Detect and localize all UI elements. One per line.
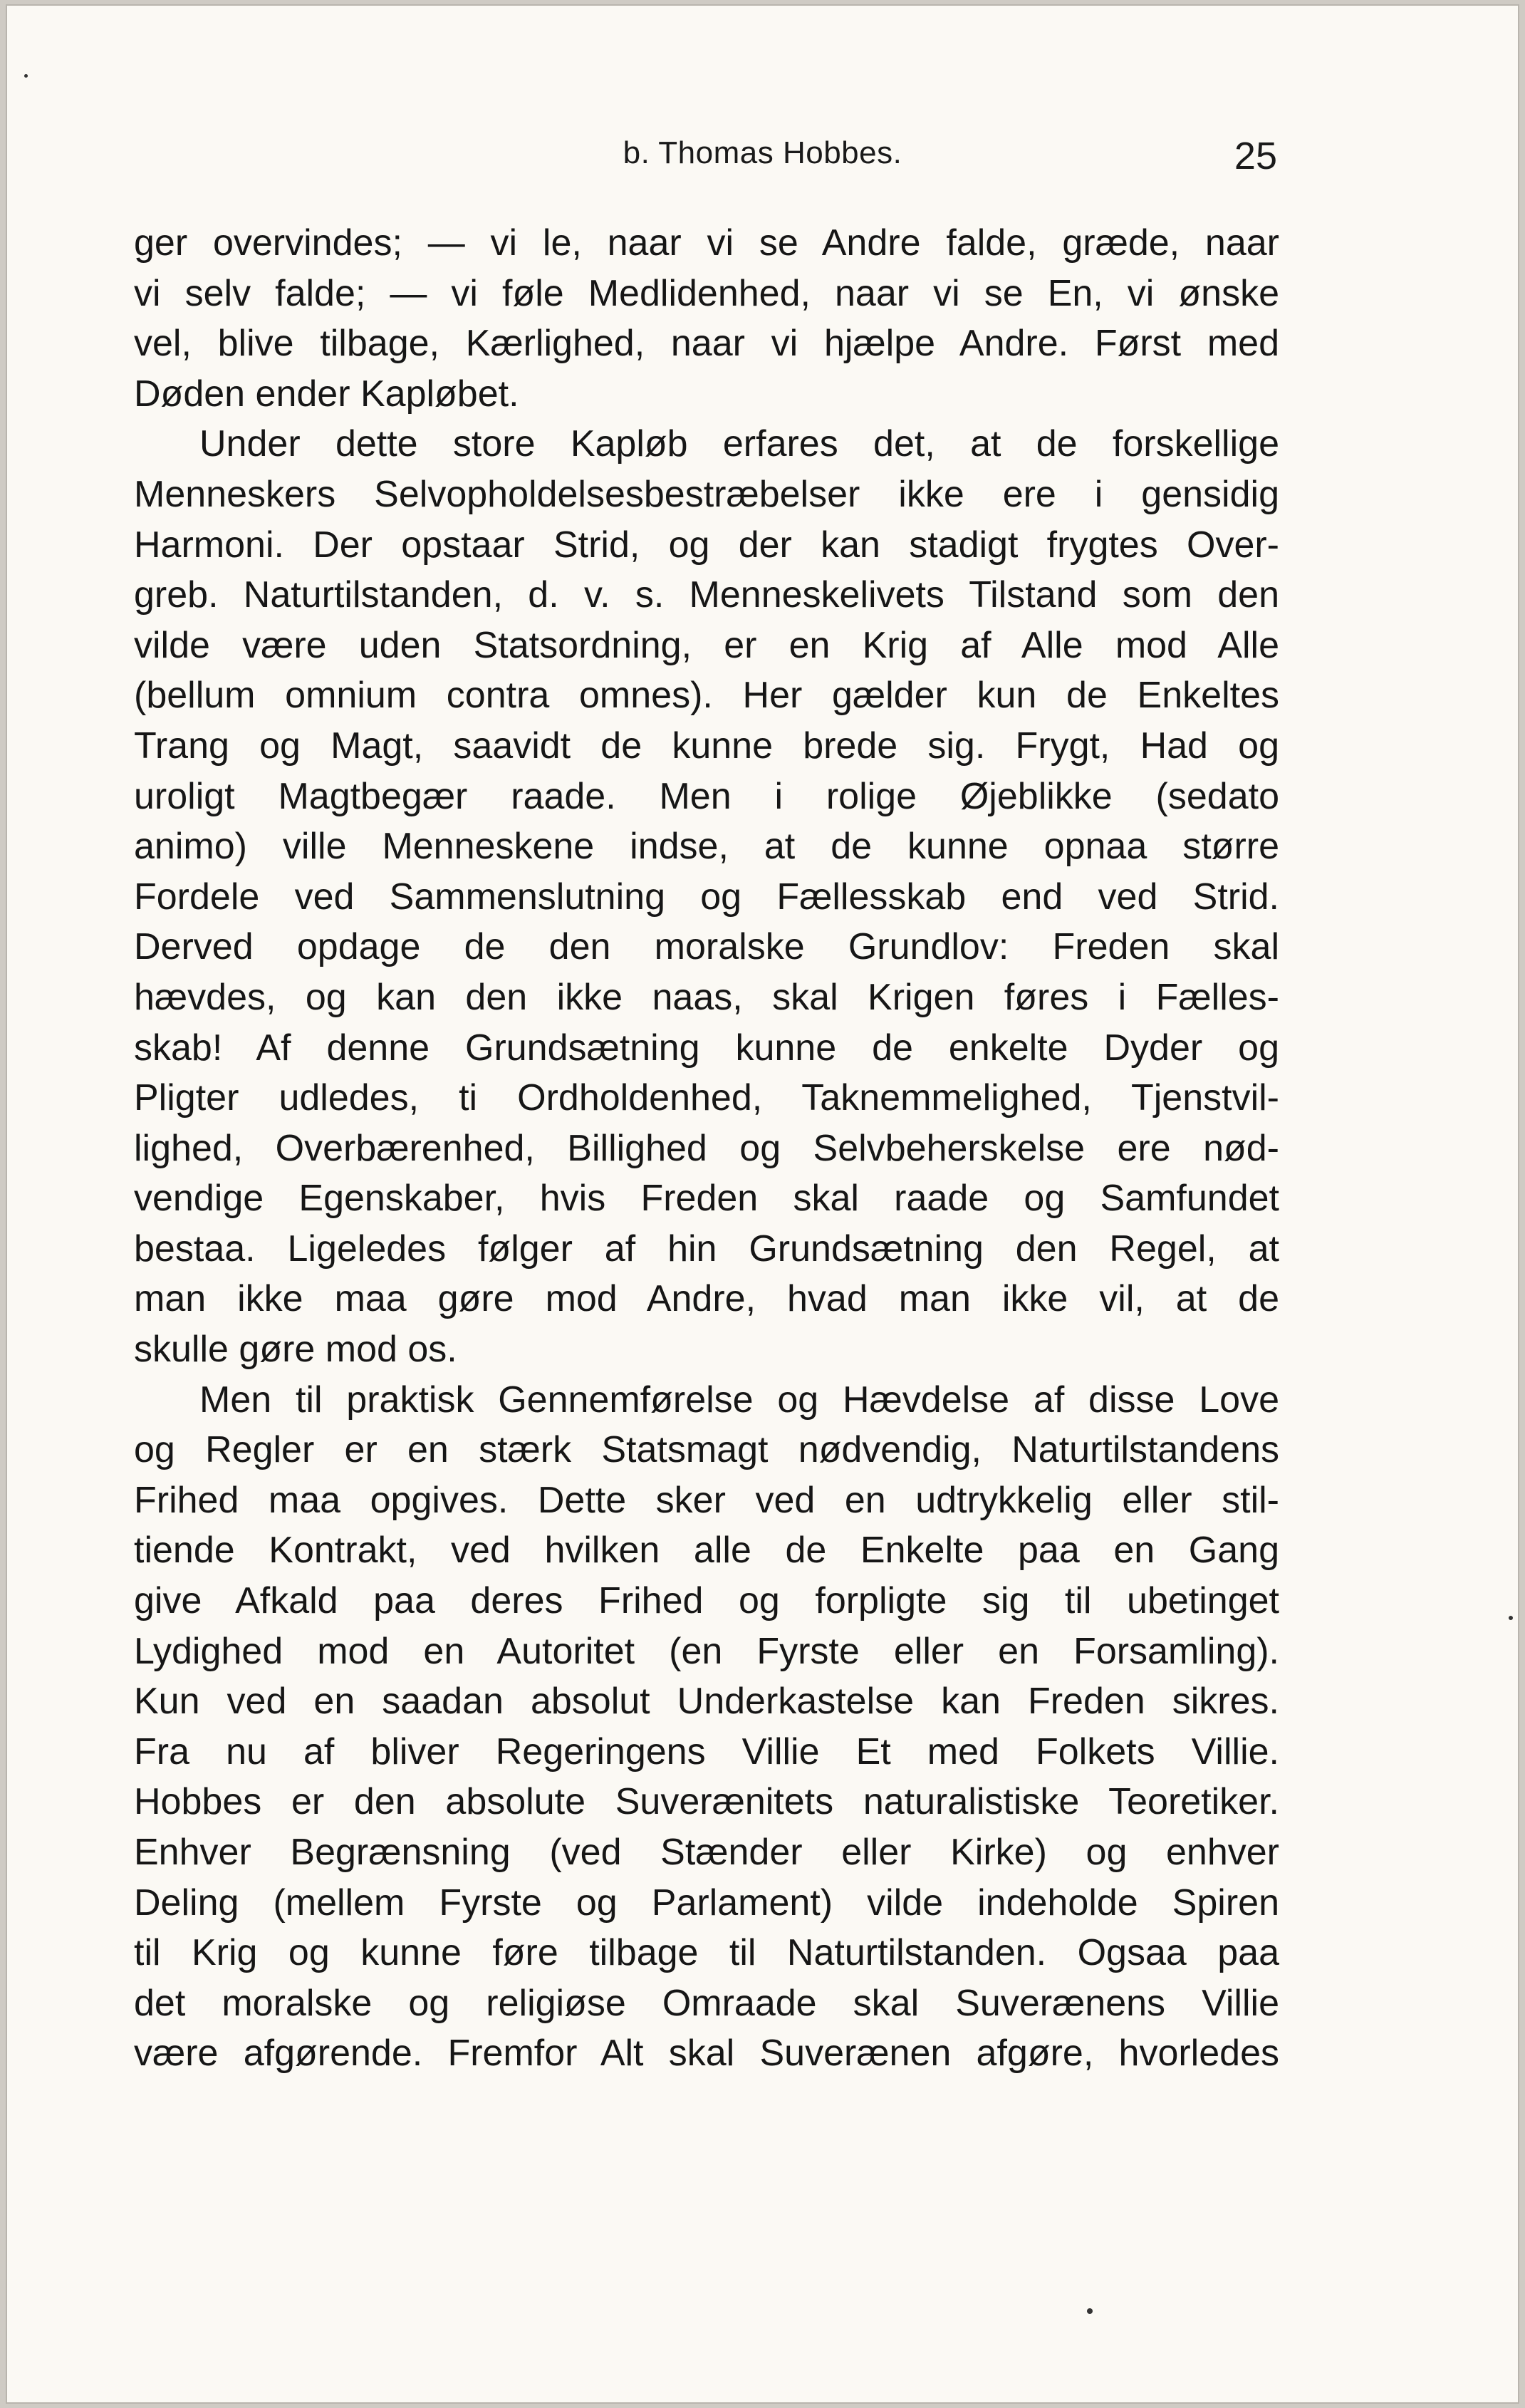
book-page <box>6 4 1519 2404</box>
text-line: Hobbes er den absolute Suverænitets naturalistiske Teoretiker. <box>134 1781 1279 1823</box>
page-number: 25 <box>1234 135 1277 177</box>
text-line: give Afkald paa deres Frihed og forpligte sig til ubetinget <box>134 1580 1279 1622</box>
text-line: ger overvindes; — vi le, naar vi se Andre falde, græde, naar <box>134 222 1279 264</box>
text-line: Kun ved en saadan absolut Underkastelse kan Freden sikres. <box>134 1681 1279 1723</box>
text-line: greb. Naturtilstanden, d. v. s. Menneskelivets Tilstand som den <box>134 574 1279 616</box>
text-line: Men til praktisk Gennemførelse og Hævdelse af disse Love <box>199 1379 1279 1421</box>
text-line: vel, blive tilbage, Kærlighed, naar vi hjælpe Andre. Først med <box>134 323 1279 365</box>
text-line: være afgørende. Fremfor Alt skal Suverænen afgøre, hvorledes <box>134 2033 1279 2075</box>
text-line: og Regler er en stærk Statsmagt nødvendig, Naturtilstandens <box>134 1429 1279 1471</box>
text-line: Trang og Magt, saavidt de kunne brede sig. Frygt, Had og <box>134 725 1279 767</box>
text-line: Derved opdage de den moralske Grundlov: Freden skal <box>134 926 1279 968</box>
ink-speck <box>24 74 28 78</box>
text-line: til Krig og kunne føre tilbage til Naturtilstanden. Ogsaa paa <box>134 1932 1279 1974</box>
text-line: det moralske og religiøse Omraade skal Suverænens Villie <box>134 1982 1279 2024</box>
text-line: lighed, Overbærenhed, Billighed og Selvbeherskelse ere nød- <box>134 1127 1279 1169</box>
text-line: Deling (mellem Fyrste og Parlament) vilde indeholde Spiren <box>134 1882 1279 1924</box>
text-line: skab! Af denne Grundsætning kunne de enkelte Dyder og <box>134 1027 1279 1069</box>
text-line: vi selv falde; — vi føle Medlidenhed, naar vi se En, vi ønske <box>134 272 1279 314</box>
text-line: Under dette store Kapløb erfares det, at de forskellige <box>199 423 1279 465</box>
text-line: vilde være uden Statsordning, er en Krig af Alle mod Alle <box>134 624 1279 666</box>
text-line: tiende Kontrakt, ved hvilken alle de Enkelte paa en Gang <box>134 1530 1279 1572</box>
ink-speck <box>1087 2308 1093 2314</box>
text-line: Fordele ved Sammenslutning og Fællesskab end ved Strid. <box>134 876 1279 918</box>
text-line: animo) ville Menneskene indse, at de kunne opnaa større <box>134 826 1279 868</box>
text-line: vendige Egenskaber, hvis Freden skal raade og Samfundet <box>134 1178 1279 1220</box>
text-line: Døden ender Kapløbet. <box>134 373 519 415</box>
text-line: Harmoni. Der opstaar Strid, og der kan stadigt frygtes Over- <box>134 524 1279 566</box>
text-line: (bellum omnium contra omnes). Her gælder kun de Enkeltes <box>134 675 1279 717</box>
text-line: Frihed maa opgives. Dette sker ved en udtrykkelig eller stil- <box>134 1479 1279 1521</box>
text-line: Fra nu af bliver Regeringens Villie Et med Folkets Villie. <box>134 1730 1279 1773</box>
page-header <box>6 135 1519 178</box>
text-line: hævdes, og kan den ikke naas, skal Krigen føres i Fælles- <box>134 976 1279 1018</box>
text-line: Menneskers Selvopholdelsesbestræbelser ikke ere i gensidig <box>134 473 1279 515</box>
text-line: man ikke maa gøre mod Andre, hvad man ikke vil, at de <box>134 1278 1279 1320</box>
text-line: Enhver Begrænsning (ved Stænder eller Kirke) og enhver <box>134 1832 1279 1873</box>
running-head: b. Thomas Hobbes. <box>623 135 902 170</box>
text-line: skulle gøre mod os. <box>134 1329 457 1371</box>
text-line: Lydighed mod en Autoritet (en Fyrste eller en Forsamling). <box>134 1630 1279 1672</box>
text-line: Pligter udledes, ti Ordholdenhed, Taknemmelighed, Tjenstvil- <box>134 1077 1279 1119</box>
ink-speck <box>1509 1616 1513 1620</box>
text-line: uroligt Magtbegær raade. Men i rolige Øjeblikke (sedato <box>134 775 1279 817</box>
text-line: bestaa. Ligeledes følger af hin Grundsætning den Regel, at <box>134 1228 1279 1270</box>
body-text <box>134 218 1279 2079</box>
